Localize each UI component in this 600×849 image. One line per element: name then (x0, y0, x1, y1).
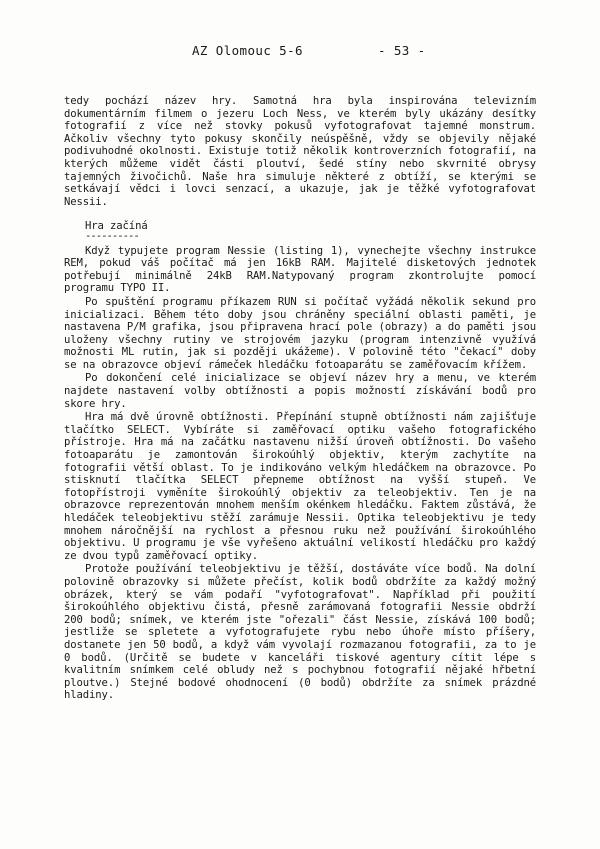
article-body (64, 95, 536, 703)
paragraph-typing-program: Když typujete program Nessie (listing 1), vynechejte všechny instrukce REM, pokud váš počítač má jen 16kB RAM. Majitelé disketových jednotek potřebují minimálně 24kB RAM.Natypovaný program zkontrolujte pomocí programu TYPO II. (64, 244, 536, 295)
paragraph-difficulty: Hra má dvě úrovně obtížnosti. Přepínání stupně obtížnosti nám zajišťuje tlačítko SELECT. Vybíráte si zaměřovací optiku vašeho fotografického přístroje. Hra má na začátku nastavenu nižší úroveň obtížnosti. Do vašeho fotoaparátu je zamontován širokoúhlý objektiv, kterým zachytíte na fotografii větší oblast. To je indikováno velkým hledáčkem na obrazovce. Po stisknutí tlačítka SELECT přepneme obtížnost na vyšší stupeň. Ve fotopřístroji vyměníte širokoúhlý objektiv za teleobjektiv. Ten je na obrazovce reprezentován mnohem menším okénkem hledáčku. Faktem zůstává, že hledáček teleobjektivu stěží zarámuje Nessii. Optika teleobjektivu je tedy mnohem náročnější na rychlost a přesnou ruku než používání širokoúhlého objektivu. U programu je vše vyřešeno aktuální velikostí hledáčku pro každý ze dvou typů zaměřovací optiky. (64, 411, 536, 562)
intro-paragraph: tedy pochází název hry. Samotná hra byla inspirována televizním dokumentárním filmem o jezeru Loch Ness, ve kterém byly ukázány desítky fotografií z více než stovky pokusů vyfotografovat tajemné monstrum. Ačkoliv všechny tyto pokusy skončily neúspěšně, vždy se objevily nějaké podivuhodné okolnosti. Existuje totiž několik kontroverzních fotografií, na kterých můžeme vidět části ploutví, šedé stíny nebo skvrnité obrysy tajemných živočichů. Naše hra simuluje některé z obtíží, se kterými se setkávají vědci i lovci senzací, a ukazuje, jak je těžké vyfotografovat Nessii. (64, 95, 536, 208)
paragraph-initialization: Po spuštění programu příkazem RUN si počítač vyžádá několik sekund pro inicializaci. Během této doby jsou chráněny speciální oblasti paměti, je nastavena P/M grafika, jsou připravena hrací pole (obrazy) a do paměti jsou uloženy všechny rutiny ve strojovém jazyku (program intenzivně využívá možnosti ML rutin, jak si později ukážeme). V polovině této "čekací" doby se na obrazovce objeví rámeček hledáčku fotoaparátu se zaměřovacím křížem. (64, 295, 536, 371)
section-heading: Hra začíná (85, 220, 148, 233)
section-heading-underline: ---------- (85, 229, 139, 242)
paragraph-menu: Po dokončení celé inicializace se objeví název hry a menu, ve kterém najdete nastavení volby obtížnosti a popis možností získávání bodů pro skore hry. (64, 372, 536, 410)
page-number: - 53 - (378, 43, 426, 58)
paragraph-scoring: Protože používání teleobjektivu je těžší, dostáváte více bodů. Na dolní polovině obrazovky si můžete přečíst, kolik bodů obdržíte za každý možný obrázek, který se vám podaří "vyfotografovat". Například při použití širokoúhlého objektivu čistá, přesně zarámovaná fotografii Nessie obdrží 200 bodů; snímek, ve kterém jste "ořezali" část Nessie, získává 100 bodů; jestliže se spletete a vyfotografujete rybu nebo úhoře místo příšery, dostanete jen 50 bodů, a když vám vyvolají rozmazanou fotografii, za to je 0 bodů. (Určitě se budete v kanceláři tiskové agentury cítit lépe s kvalitním snímkem celé obludy než s pochybnou fotografií nějaké hřbetní ploutve.) Stejné bodové ohodnocení (0 bodů) obdržíte za snímek prázdné hladiny. (64, 563, 536, 702)
running-title: AZ Olomouc 5-6 (192, 43, 303, 58)
